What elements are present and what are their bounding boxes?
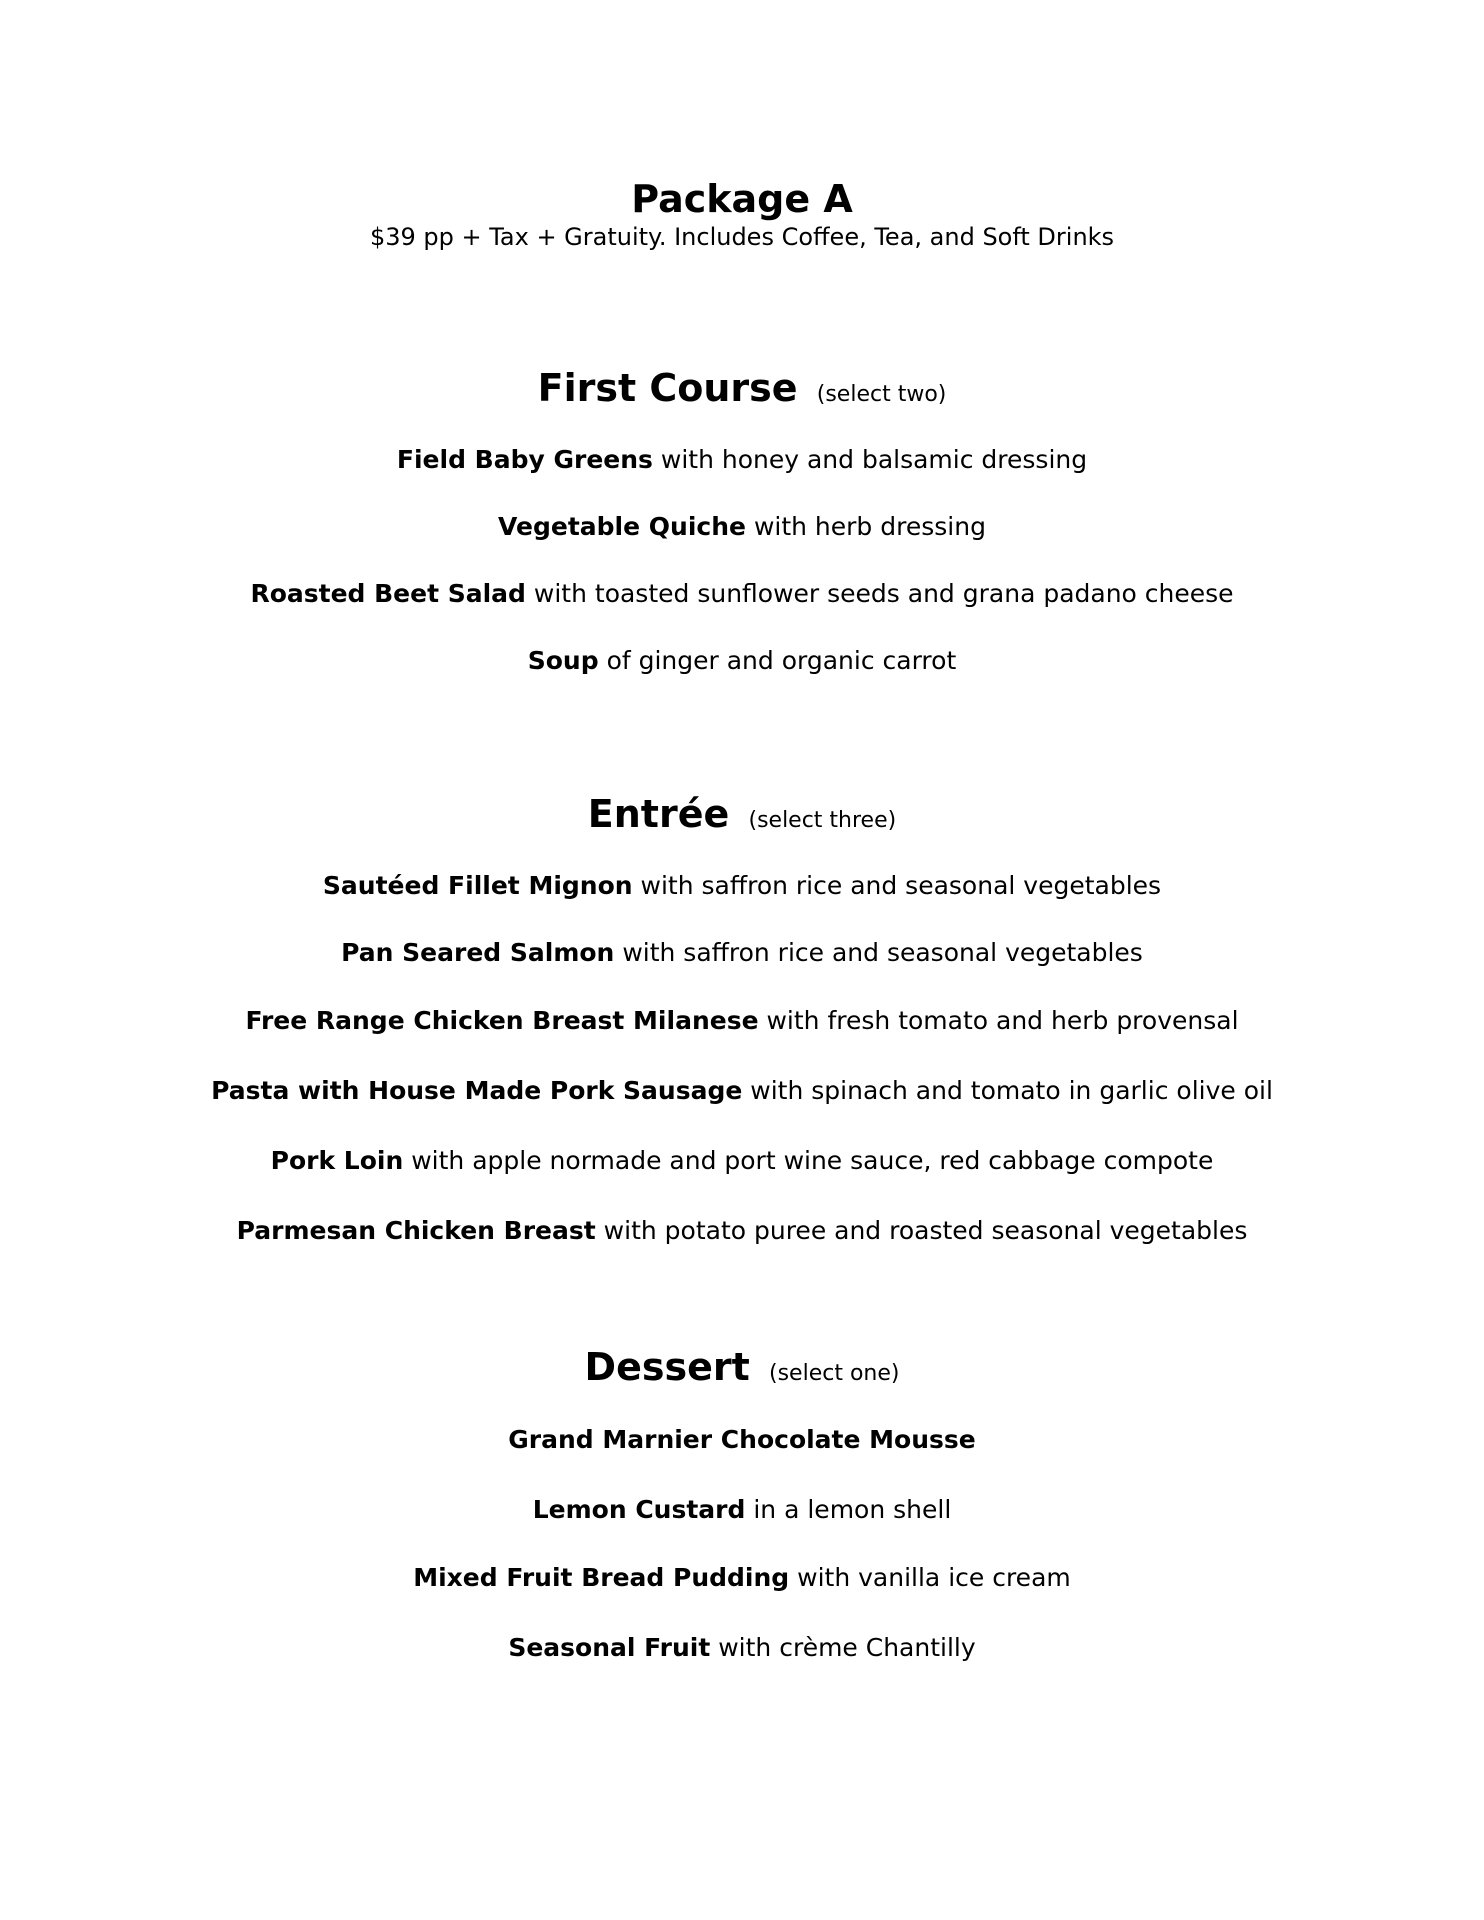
dessert-heading [0, 1343, 1484, 1398]
entree-item [0, 1004, 1484, 1038]
item-name: Pasta with House Made Pork Sausage [211, 1076, 743, 1105]
item-name: Pan Seared Salmon [341, 938, 615, 967]
dessert-item [0, 1423, 1484, 1457]
item-desc: with honey and balsamic dressing [660, 445, 1088, 474]
dessert-item [0, 1561, 1484, 1595]
item-name: Free Range Chicken Breast Milanese [245, 1006, 759, 1035]
item-desc: with potato puree and roasted seasonal vegetables [603, 1216, 1248, 1245]
item-name: Seasonal Fruit [508, 1633, 711, 1662]
first-course-item [0, 577, 1484, 611]
package-subtitle: $39 pp + Tax + Gratuity. Includes Coffee, Tea, and Soft Drinks [369, 223, 1115, 251]
dessert-item [0, 1493, 1484, 1527]
item-name: Lemon Custard [532, 1495, 746, 1524]
first-course-note: (select two) [816, 382, 947, 407]
item-desc: with toasted sunflower seeds and grana padano cheese [533, 579, 1234, 608]
dessert-item [0, 1631, 1484, 1665]
first-course-title: First Course [537, 366, 798, 410]
item-name: Vegetable Quiche [498, 512, 746, 541]
entree-item [0, 936, 1484, 970]
entree-title: Entrée [587, 792, 730, 836]
item-desc: with saffron rice and seasonal vegetables [640, 871, 1162, 900]
entree-heading [0, 790, 1484, 845]
item-desc: with spinach and tomato in garlic olive oil [750, 1076, 1273, 1105]
item-name: Pork Loin [270, 1146, 404, 1175]
entree-item [0, 869, 1484, 903]
item-desc: with vanilla ice cream [797, 1563, 1071, 1592]
item-name: Soup [527, 646, 599, 675]
item-name: Mixed Fruit Bread Pudding [413, 1563, 790, 1592]
entree-item [0, 1074, 1484, 1108]
first-course-item [0, 443, 1484, 477]
item-desc: in a lemon shell [753, 1495, 952, 1524]
item-desc: with fresh tomato and herb provensal [766, 1006, 1239, 1035]
entree-item [0, 1214, 1484, 1248]
item-name: Field Baby Greens [396, 445, 653, 474]
item-desc: with apple normade and port wine sauce, red cabbage compote [411, 1146, 1214, 1175]
item-desc: of ginger and organic carrot [606, 646, 957, 675]
item-desc: with herb dressing [753, 512, 986, 541]
package-title: Package A [631, 177, 853, 221]
first-course-item [0, 510, 1484, 544]
entree-item [0, 1144, 1484, 1178]
first-course-item [0, 644, 1484, 678]
item-name: Sautéed Fillet Mignon [322, 871, 633, 900]
item-name: Parmesan Chicken Breast [236, 1216, 596, 1245]
dessert-note: (select one) [769, 1361, 900, 1386]
entree-note: (select three) [748, 808, 897, 833]
dessert-title: Dessert [584, 1345, 750, 1389]
item-desc: with saffron rice and seasonal vegetables [622, 938, 1143, 967]
first-course-heading [0, 364, 1484, 419]
item-name: Grand Marnier Chocolate Mousse [508, 1425, 976, 1454]
item-name: Roasted Beet Salad [250, 579, 526, 608]
item-desc: with crème Chantilly [718, 1633, 976, 1662]
